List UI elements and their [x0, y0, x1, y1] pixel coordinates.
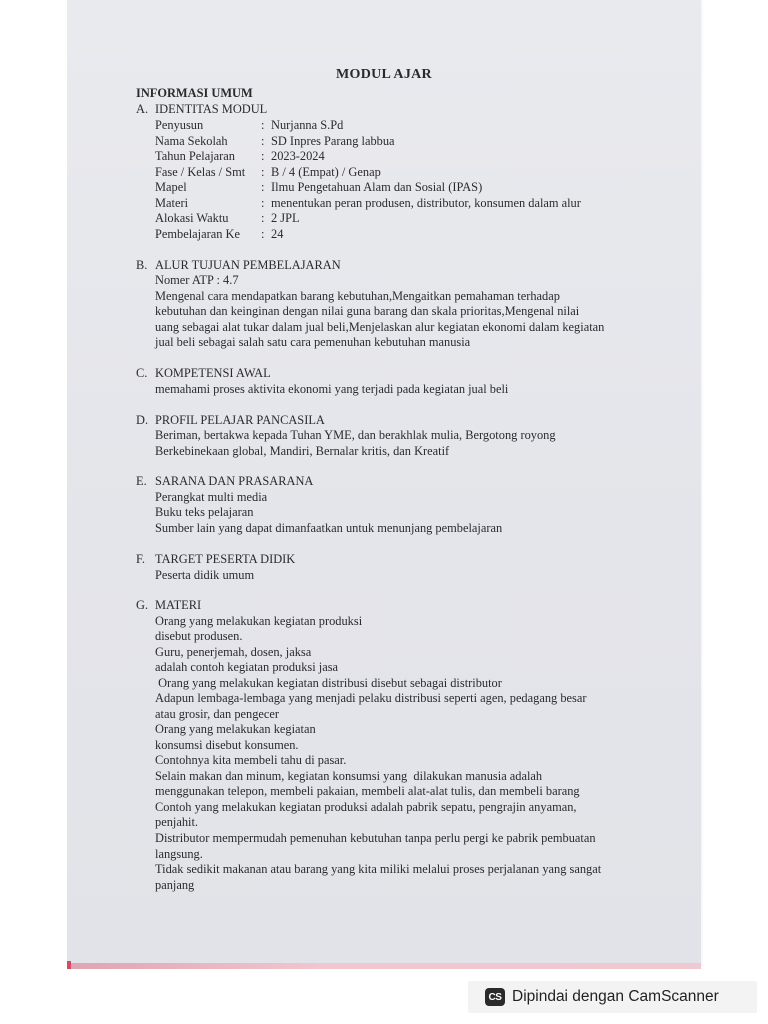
section-g-line: Distributor mempermudah pemenuhan kebutuhan tanpa perlu pergi ke pabrik pembuatan	[155, 831, 596, 845]
field-colon: :	[261, 165, 265, 179]
section-a-letter: A.	[136, 102, 149, 116]
field-label: Nama Sekolah	[155, 134, 228, 148]
section-d-letter: D.	[136, 413, 149, 427]
section-g-line: Orang yang melakukan kegiatan distribusi disebut sebagai distributor	[155, 676, 502, 690]
section-d-heading: PROFIL PELAJAR PANCASILA	[155, 413, 325, 427]
section-d-line: Beriman, bertakwa kepada Tuhan YME, dan berakhlak mulia, Bergotong royong	[155, 428, 556, 442]
section-g-line: Guru, penerjemah, dosen, jaksa	[155, 645, 312, 659]
field-value: B / 4 (Empat) / Genap	[271, 165, 381, 179]
section-g-line: Contohnya kita membeli tahu di pasar.	[155, 753, 347, 767]
section-b-heading: ALUR TUJUAN PEMBELAJARAN	[155, 258, 341, 272]
field-value: 2 JPL	[271, 211, 300, 225]
field-colon: :	[261, 134, 265, 148]
field-colon: :	[261, 211, 265, 225]
section-g-line: Tidak sedikit makanan atau barang yang kita miliki melalui proses perjalanan yang sangat	[155, 862, 602, 876]
field-label: Alokasi Waktu	[155, 211, 229, 225]
section-d-line: Berkebinekaan global, Mandiri, Bernalar kritis, dan Kreatif	[155, 444, 450, 458]
camscanner-logo-icon: CS	[485, 988, 505, 1006]
field-colon: :	[261, 118, 265, 132]
watermark-text: Dipindai dengan CamScanner	[512, 988, 719, 1005]
section-b-letter: B.	[136, 258, 148, 272]
section-g-line: atau grosir, dan pengecer	[155, 707, 280, 721]
field-value: Nurjanna S.Pd	[271, 118, 344, 132]
section-g-line: konsumsi disebut konsumen.	[155, 738, 299, 752]
document-title: MODUL AJAR	[336, 67, 432, 82]
section-g-line: panjang	[155, 878, 195, 892]
section-b-line: Nomer ATP : 4.7	[155, 273, 239, 287]
field-label: Tahun Pelajaran	[155, 149, 235, 163]
section-g-heading: MATERI	[155, 598, 202, 612]
section-e-letter: E.	[136, 474, 147, 488]
field-colon: :	[261, 180, 265, 194]
section-g-line: adalah contoh kegiatan produksi jasa	[155, 660, 339, 674]
section-b-line: jual beli sebagai salah satu cara pemenuhan kebutuhan manusia	[155, 335, 471, 349]
section-e-line: Perangkat multi media	[155, 490, 268, 504]
section-c-letter: C.	[136, 366, 148, 380]
field-colon: :	[261, 149, 265, 163]
field-value: SD Inpres Parang labbua	[271, 134, 395, 148]
general-info-heading: INFORMASI UMUM	[136, 86, 253, 100]
section-g-line: Orang yang melakukan kegiatan	[155, 722, 316, 736]
field-label: Materi	[155, 196, 189, 210]
camscanner-watermark	[468, 981, 757, 1013]
paper-bottom-edge	[67, 963, 701, 969]
section-g-line: Orang yang melakukan kegiatan produksi	[155, 614, 363, 628]
field-colon: :	[261, 196, 265, 210]
section-g-line: Adapun lembaga‑lembaga yang menjadi pelaku distribusi seperti agen, pedagang besar	[155, 691, 587, 705]
paper-corner-mark	[67, 961, 71, 969]
section-g-line: Contoh yang melakukan kegiatan produksi adalah pabrik sepatu, pengrajin anyaman,	[155, 800, 577, 814]
field-value: 2023-2024	[271, 149, 325, 163]
section-b-line: uang sebagai alat tukar dalam jual beli,Menjelaskan alur kegiatan ekonomi dalam kegiatan	[155, 320, 605, 334]
section-b-line: kebutuhan dan keinginan dengan nilai guna barang dan skala prioritas,Mengenal nilai	[155, 304, 580, 318]
section-a-heading: IDENTITAS MODUL	[155, 102, 268, 116]
field-value: menentukan peran produsen, distributor, konsumen dalam alur	[271, 196, 581, 210]
section-g-letter: G.	[136, 598, 149, 612]
field-value: Ilmu Pengetahuan Alam dan Sosial (IPAS)	[271, 180, 483, 194]
field-label: Fase / Kelas / Smt	[155, 165, 246, 179]
section-g-line: penjahit.	[155, 815, 199, 829]
section-g-line: menggunakan telepon, membeli pakaian, membeli alat-alat tulis, dan membeli barang	[155, 784, 580, 798]
section-c-heading: KOMPETENSI AWAL	[155, 366, 271, 380]
section-f-heading: TARGET PESERTA DIDIK	[155, 552, 296, 566]
field-label: Pembelajaran Ke	[155, 227, 240, 241]
section-c-line: memahami proses aktivita ekonomi yang terjadi pada kegiatan jual beli	[155, 382, 509, 396]
section-g-line: langsung.	[155, 847, 203, 861]
field-colon: :	[261, 227, 265, 241]
section-g-line: disebut produsen.	[155, 629, 243, 643]
section-e-line: Buku teks pelajaran	[155, 505, 254, 519]
section-e-line: Sumber lain yang dapat dimanfaatkan untuk menunjang pembelajaran	[155, 521, 503, 535]
section-b-line: Mengenal cara mendapatkan barang kebutuhan,Mengaitkan pemahaman terhadap	[155, 289, 560, 303]
section-g-line: Selain makan dan minum, kegiatan konsumsi yang dilakukan manusia adalah	[155, 769, 543, 783]
field-value: 24	[271, 227, 284, 241]
section-f-letter: F.	[136, 552, 145, 566]
field-label: Mapel	[155, 180, 187, 194]
section-e-heading: SARANA DAN PRASARANA	[155, 474, 314, 488]
section-f-line: Peserta didik umum	[155, 568, 255, 582]
field-label: Penyusun	[155, 118, 204, 132]
